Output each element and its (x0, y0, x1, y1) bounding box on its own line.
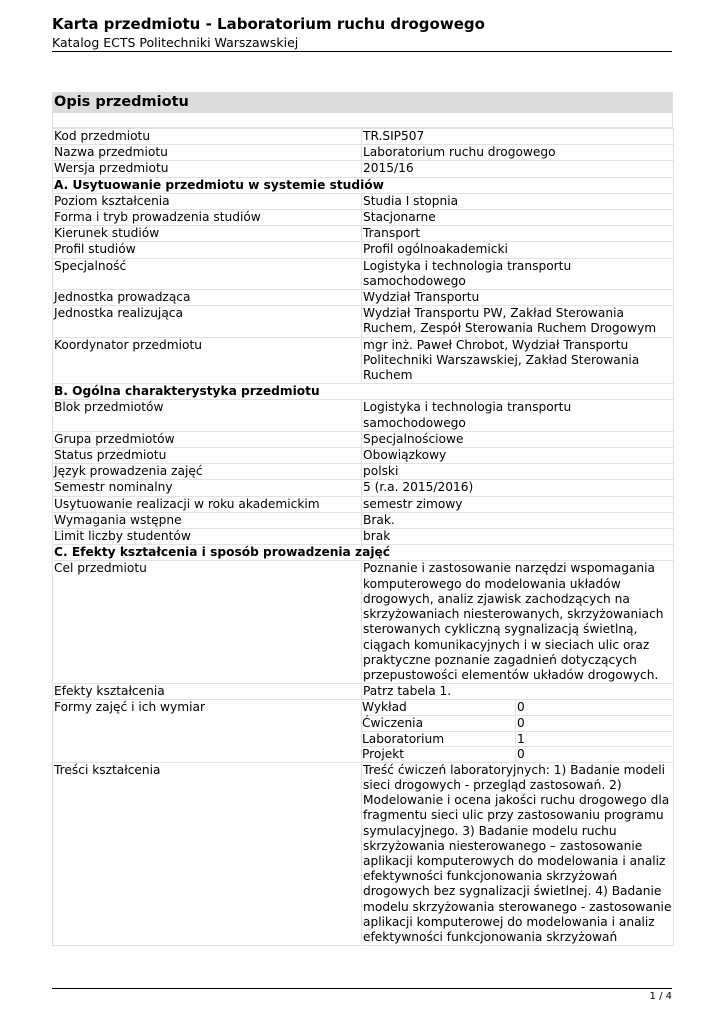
table-row (53, 480, 674, 496)
section-row (53, 177, 674, 193)
table-row (53, 762, 674, 945)
table-row (53, 512, 674, 528)
row-key: Jednostka prowadząca (53, 290, 362, 306)
section-row (53, 384, 674, 400)
form-hours: 0 (516, 715, 673, 731)
row-value: Obowiązkowy (362, 448, 674, 464)
forms-subtable-cell (362, 700, 674, 762)
row-value: 2015/16 (362, 161, 674, 177)
row-value: Poznanie i zastosowanie narzędzi wspomagania komputerowego do modelowania układów drogowych, analiz zjawisk zachodzących na skrzyżowaniach niesterowanych, skrzyżowaniach sterowanych cykliczną sygnalizacją świetlną, ciągach komunikacyjnych i w sieciach ulic oraz praktyczne poznanie zagadnień dotyczących przepustowości elementów układów drogowych. (362, 561, 674, 684)
row-key: Profil studiów (53, 242, 362, 258)
table-row (53, 464, 674, 480)
table-row (53, 145, 674, 161)
row-value: mgr inż. Paweł Chrobot, Wydział Transportu Politechniki Warszawskiej, Zakład Sterowania Ruchem (362, 337, 674, 384)
row-key: Status przedmiotu (53, 448, 362, 464)
table-row (53, 258, 674, 289)
course-card (52, 92, 673, 946)
table-row (53, 226, 674, 242)
row-value: Wydział Transportu (362, 290, 674, 306)
row-key: Blok przedmiotów (53, 400, 362, 431)
row-key: Grupa przedmiotów (53, 431, 362, 447)
row-key: Forma i tryb prowadzenia studiów (53, 210, 362, 226)
row-key: Limit liczby studentów (53, 529, 362, 545)
spacer-row (52, 113, 673, 128)
table-row (53, 684, 674, 700)
page-number: 1 / 4 (649, 991, 672, 1002)
section-heading-c: C. Efekty kształcenia i sposób prowadzenia zajęć (53, 545, 674, 561)
document-title: Karta przedmiotu - Laboratorium ruchu drogowego (52, 15, 485, 33)
table-row (53, 496, 674, 512)
row-value: Patrz tabela 1. (362, 684, 674, 700)
row-value: TR.SIP507 (362, 129, 674, 145)
subtable-row (361, 731, 672, 747)
section-heading-opis: Opis przedmiotu (52, 92, 673, 113)
subtable-row (361, 715, 672, 731)
form-hours: 0 (516, 700, 673, 715)
form-name: Ćwiczenia (361, 715, 516, 731)
row-key: Nazwa przedmiotu (53, 145, 362, 161)
row-value: Studia I stopnia (362, 193, 674, 209)
subtable-row (361, 747, 672, 762)
table-row (53, 337, 674, 384)
table-row (53, 448, 674, 464)
table-row (53, 210, 674, 226)
row-value: 5 (r.a. 2015/2016) (362, 480, 674, 496)
form-hours: 0 (516, 747, 673, 762)
row-key: Formy zajęć i ich wymiar (53, 700, 362, 762)
table-row (53, 561, 674, 684)
course-table (52, 128, 674, 946)
row-key: Wersja przedmiotu (53, 161, 362, 177)
table-row (53, 431, 674, 447)
row-key: Język prowadzenia zajęć (53, 464, 362, 480)
table-row (53, 290, 674, 306)
row-value: Transport (362, 226, 674, 242)
row-value: Specjalnościowe (362, 431, 674, 447)
row-value: polski (362, 464, 674, 480)
document-header (52, 14, 672, 52)
row-value: Stacjonarne (362, 210, 674, 226)
section-heading-a: A. Usytuowanie przedmiotu w systemie studiów (53, 177, 674, 193)
forms-subtable (361, 700, 672, 761)
table-row (53, 400, 674, 431)
row-value: Treść ćwiczeń laboratoryjnych: 1) Badanie modeli sieci drogowych - przegląd zastosowań. 2) Modelowanie i ocena jakości ruchu drogowego dla fragmentu sieci ulic przy zastosowaniu programu symulacyjnego. 3) Badanie modelu ruchu skrzyżowania niesterowanego – zastosowanie aplikacji komputerowych do modelowania i analiz efektywności funkcjonowania skrzyżowań drogowych bez sygnalizacji świetlnej. 4) Badanie modelu skrzyżowania sterowanego - zastosowanie aplikacji komputerowej do modelowania i analiz efektywności funkcjonowania skrzyżowań (362, 762, 674, 945)
form-name: Laboratorium (361, 731, 516, 747)
row-value: Wydział Transportu PW, Zakład Sterowania Ruchem, Zespół Sterowania Ruchem Drogowym (362, 306, 674, 337)
row-key: Efekty kształcenia (53, 684, 362, 700)
row-key: Wymagania wstępne (53, 512, 362, 528)
row-key: Kod przedmiotu (53, 129, 362, 145)
section-row (53, 545, 674, 561)
row-value: Logistyka i technologia transportu samochodowego (362, 258, 674, 289)
table-row (53, 306, 674, 337)
row-key: Jednostka realizująca (53, 306, 362, 337)
footer-divider (52, 988, 672, 989)
row-key: Kierunek studiów (53, 226, 362, 242)
row-value: semestr zimowy (362, 496, 674, 512)
form-name: Projekt (361, 747, 516, 762)
row-value: brak (362, 529, 674, 545)
table-row (53, 161, 674, 177)
table-row (53, 700, 674, 762)
table-row (53, 193, 674, 209)
table-row (53, 242, 674, 258)
row-key: Koordynator przedmiotu (53, 337, 362, 384)
header-divider (52, 51, 672, 52)
row-value: Brak. (362, 512, 674, 528)
table-row (53, 129, 674, 145)
table-row (53, 529, 674, 545)
document-subtitle: Katalog ECTS Politechniki Warszawskiej (52, 35, 299, 50)
row-key: Cel przedmiotu (53, 561, 362, 684)
row-key: Semestr nominalny (53, 480, 362, 496)
row-value: Profil ogólnoakademicki (362, 242, 674, 258)
section-heading-b: B. Ogólna charakterystyka przedmiotu (53, 384, 674, 400)
row-value: Logistyka i technologia transportu samochodowego (362, 400, 674, 431)
form-hours: 1 (516, 731, 673, 747)
form-name: Wykład (361, 700, 516, 715)
row-key: Poziom kształcenia (53, 193, 362, 209)
row-key: Specjalność (53, 258, 362, 289)
row-key: Usytuowanie realizacji w roku akademickim (53, 496, 362, 512)
subtable-row (361, 700, 672, 715)
row-value: Laboratorium ruchu drogowego (362, 145, 674, 161)
row-key: Treści kształcenia (53, 762, 362, 945)
